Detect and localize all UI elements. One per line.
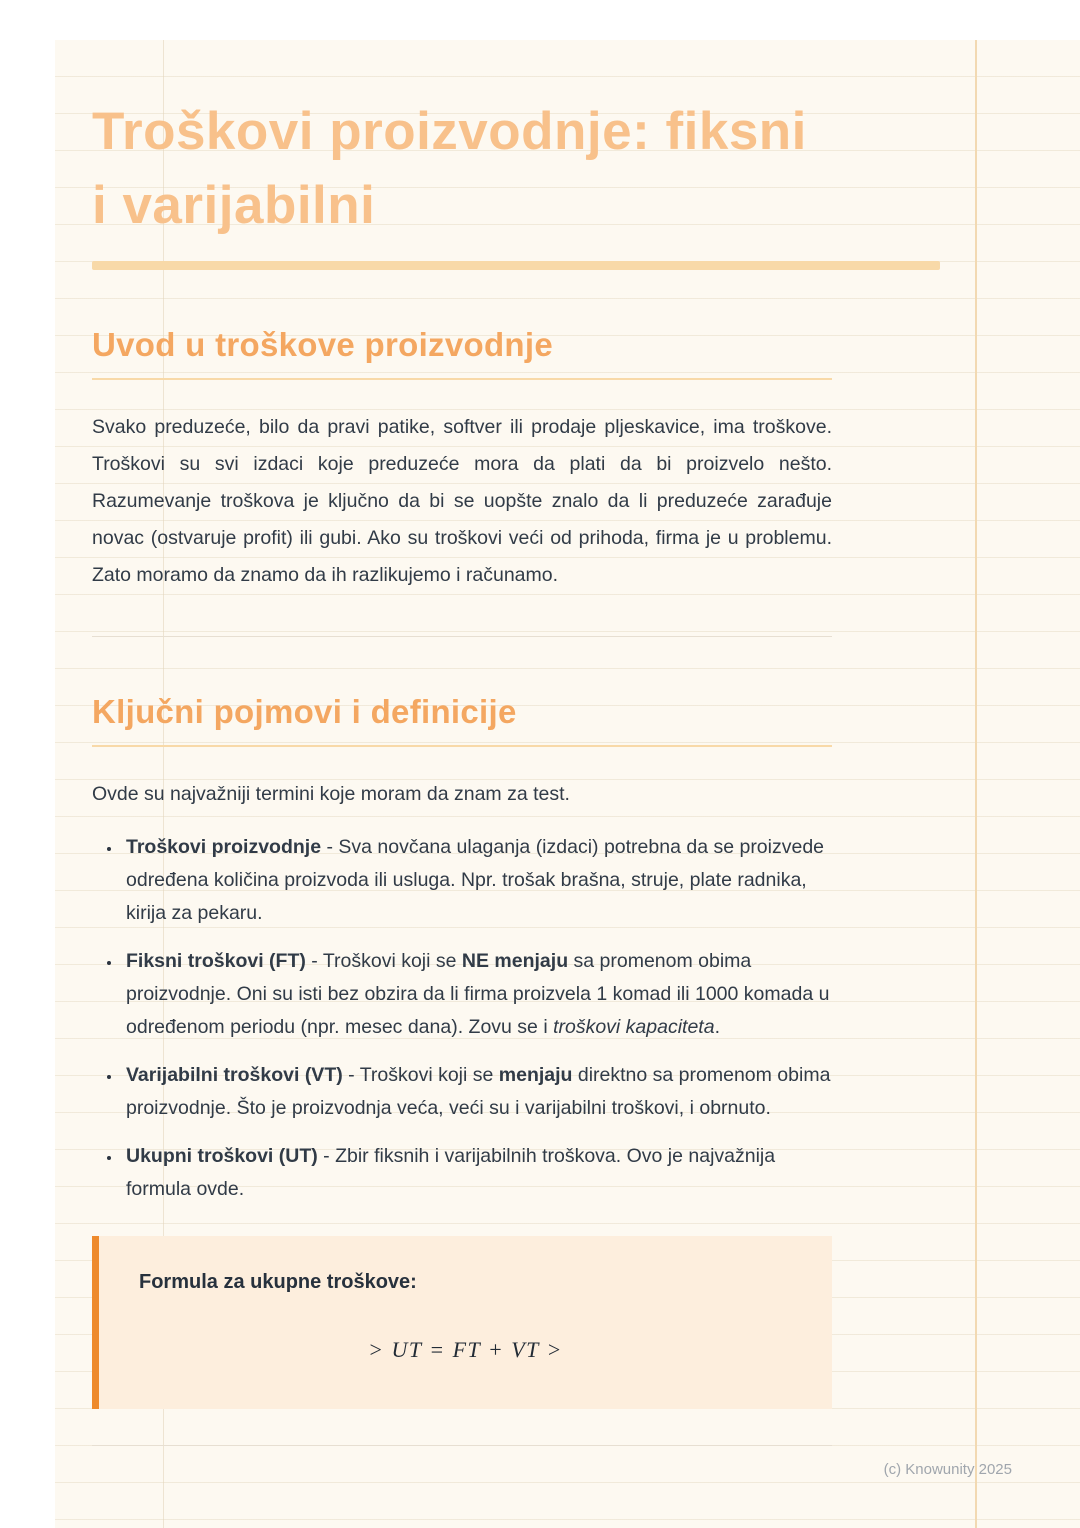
list-item: • Ukupni troškovi (UT) - Zbir fiksnih i varijabilnih troškova. Ovo je najvažnija formula ovde.	[122, 1140, 832, 1206]
section-heading-intro: Uvod u troškove proizvodnje	[92, 326, 553, 363]
copyright-footer: (c) Knowunity 2025	[883, 1461, 1012, 1478]
margin-line-right	[975, 40, 977, 1528]
terms-intro: Ovde su najvažniji termini koje moram da znam za test.	[92, 783, 570, 805]
list-item: • Troškovi proizvodnje - Sva novčana ulaganja (izdaci) potrebna da se proizvede određena količina proizvoda ili usluga. Npr. trošak brašna, struje, plate radnika, kirija za pekaru.	[122, 831, 832, 930]
intro-paragraph: Svako preduzeće, bilo da pravi patike, softver ili prodaje pljeskavice, ima troškove. Troškovi su svi izdaci koje preduzeće mora da plati da bi proizvelo nešto. Razumevanje troškova je ključno da bi se uopšte znalo da li preduzeće zarađuje novac (ostvaruje profit) ili gubi. Ako su troškovi veći od prihoda, firma je u problemu. Zato moramo da znamo da ih razlikujemo i računamo.	[92, 416, 832, 586]
notebook-paper	[55, 40, 1080, 1528]
formula-label: Formula za ukupne troškove:	[139, 1271, 417, 1293]
formula-text: > UT = FT + VT >	[368, 1337, 563, 1362]
section-divider	[92, 636, 832, 637]
terms-list	[92, 831, 832, 1206]
heading-underline	[92, 745, 832, 747]
list-item: • Fiksni troškovi (FT) - Troškovi koji se NE menjaju sa promenom obima proizvodnje. Oni su isti bez obzira da li firma proizvela 1 komad ili 1000 komada u određenom periodu (npr. mesec dana). Zovu se i troškovi kapaciteta.	[122, 945, 832, 1044]
list-item: • Varijabilni troškovi (VT) - Troškovi koji se menjaju direktno sa promenom obima proizvodnje. Što je proizvodnja veća, veći su i varijabilni troškovi, i obrnuto.	[122, 1059, 832, 1125]
document-content	[92, 40, 832, 1446]
heading-underline	[92, 378, 832, 380]
formula-callout	[92, 1236, 832, 1409]
title-underline-bar	[92, 261, 940, 270]
section-heading-terms: Ključni pojmovi i definicije	[92, 693, 517, 730]
page-title: Troškovi proizvodnje: fiksni i varijabilni	[92, 102, 807, 235]
bottom-divider	[92, 1445, 832, 1446]
